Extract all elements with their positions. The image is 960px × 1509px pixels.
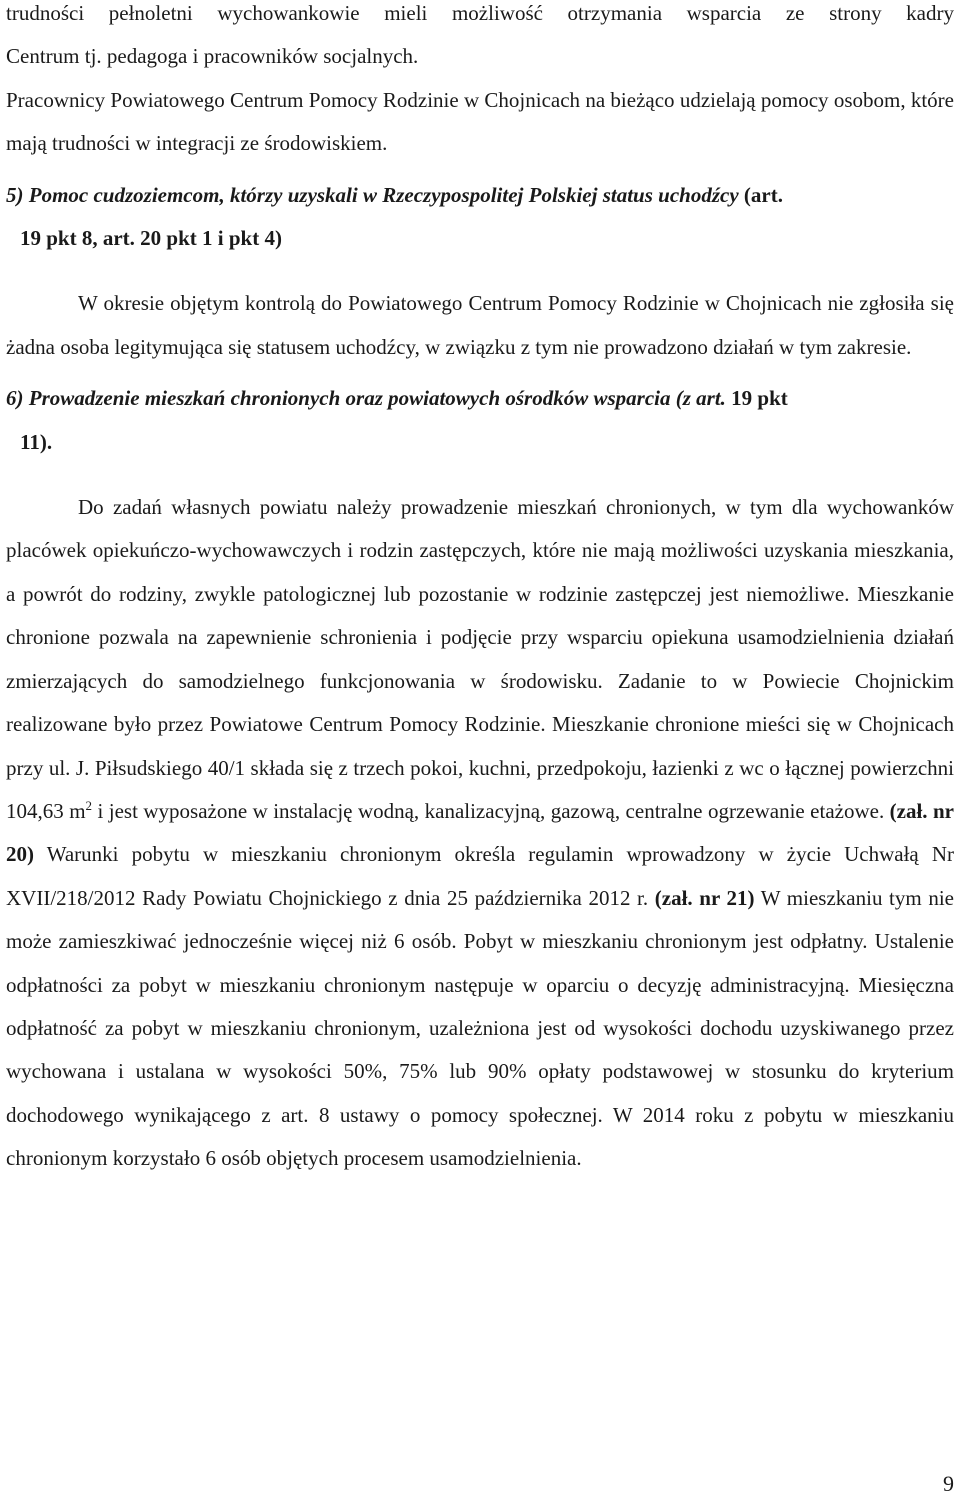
section-6-body-a: Do zadań własnych powiatu należy prowadzenie mieszkań chronionych, w tym dla wychowanków placówek opiekuńczo-wychowawczych i rodzin zastępczych, które nie mają możliwości uzyskania mieszkania, a powrót do rodziny, zwykle patologicznej lub pozostanie w rodzinie zastępczej jest niemożliwe. Mieszkanie chronione pozwala na zapewnienie schronienia i podjęcie przy wsparciu opiekuna usamodzielnienia działań zmierzających do samodzielnego funkcjonowania w środowisku. Zadanie to w Powiecie Chojnickim realizowane było przez Powiatowe Centrum Pomocy Rodzinie. Mieszkanie chronione mieści się w Chojnicach przy ul. J. Piłsudskiego 40/1 składa się z trzech pokoi, kuchni, przedpokoju, łazienki z wc o łącznej powierzchni 104,63 m (6, 495, 954, 823)
attachment-ref-21: (zał. nr 21) (654, 885, 755, 910)
intro-paragraph-2: Pracownicy Powiatowego Centrum Pomocy Rodzinie w Chojnicach na bieżąco udzielają pomocy osobom, które mają trudności w integracji ze środowiskiem. (6, 87, 954, 156)
section-6-ref-a: 19 pkt (725, 386, 788, 411)
section-6-body (6, 486, 954, 1181)
document-page (6, 0, 954, 1181)
section-5-body: W okresie objętym kontrolą do Powiatowego Centrum Pomocy Rodzinie w Chojnicach nie zgłosiła się żadna osoba legitymująca się statusem uchodźcy, w związku z tym nie prowadzono działań w tym zakresie. (6, 291, 954, 359)
section-5-ref-a: (art. (738, 182, 783, 207)
spacer (6, 166, 954, 174)
section-6-body-b: i jest wyposażone w instalację wodną, kanalizacyjną, gazową, centralne ogrzewanie etażowe. (92, 798, 890, 823)
intro-line-1: trudności pełnoletni wychowankowie mieli możliwość otrzymania wsparcia ze strony kadry (6, 1, 954, 25)
page-number: 9 (943, 1471, 954, 1496)
superscript-2: 2 (85, 797, 93, 813)
spacer (6, 260, 954, 282)
section-5-ref-b: 19 pkt 8, art. 20 pkt 1 i pkt 4) (20, 226, 282, 251)
spacer (6, 369, 954, 377)
section-5-title: 5) Pomoc cudzoziemcom, którzy uzyskali w Rzeczypospolitej Polskiej status uchodźcy (6, 182, 739, 207)
intro-line-2: Centrum tj. pedagoga i pracowników socjalnych. (6, 44, 419, 69)
section-5-heading (6, 174, 954, 261)
section-6-ref-b: 11). (20, 429, 53, 454)
attachment-ref-20: (zał. nr 20) (6, 798, 954, 867)
section-6-title: 6) Prowadzenie mieszkań chronionych oraz powiatowych ośrodków wsparcia (z art. (6, 386, 726, 411)
spacer (6, 464, 954, 486)
section-6-body-d: W mieszkaniu tym nie może zamieszkiwać jednocześnie więcej niż 6 osób. Pobyt w mieszkaniu chronionym jest odpłatny. Ustalenie odpłatności za pobyt w mieszkaniu chronionym następuje w oparciu o decyzję administracyjną. Miesięczna odpłatność za pobyt w mieszkaniu chronionym, uzależniona jest od wysokości dochodu uzyskiwanego przez wychowana i ustalana w wysokości 50%, 75% lub 90% opłaty podstawowej w stosunku do kryterium dochodowego wynikającego z art. 8 ustawy o pomocy społecznej. W 2014 roku z pobytu w mieszkaniu chronionym korzystało 6 osób objętych procesem usamodzielnienia. (6, 885, 954, 1171)
section-6-body-c: Warunki pobytu w mieszkaniu chronionym określa regulamin wprowadzony w życie Uchwałą Nr XVII/218/2012 Rady Powiatu Chojnickiego z dnia 25 października 2012 r. (6, 842, 954, 910)
section-6-heading (6, 377, 954, 464)
